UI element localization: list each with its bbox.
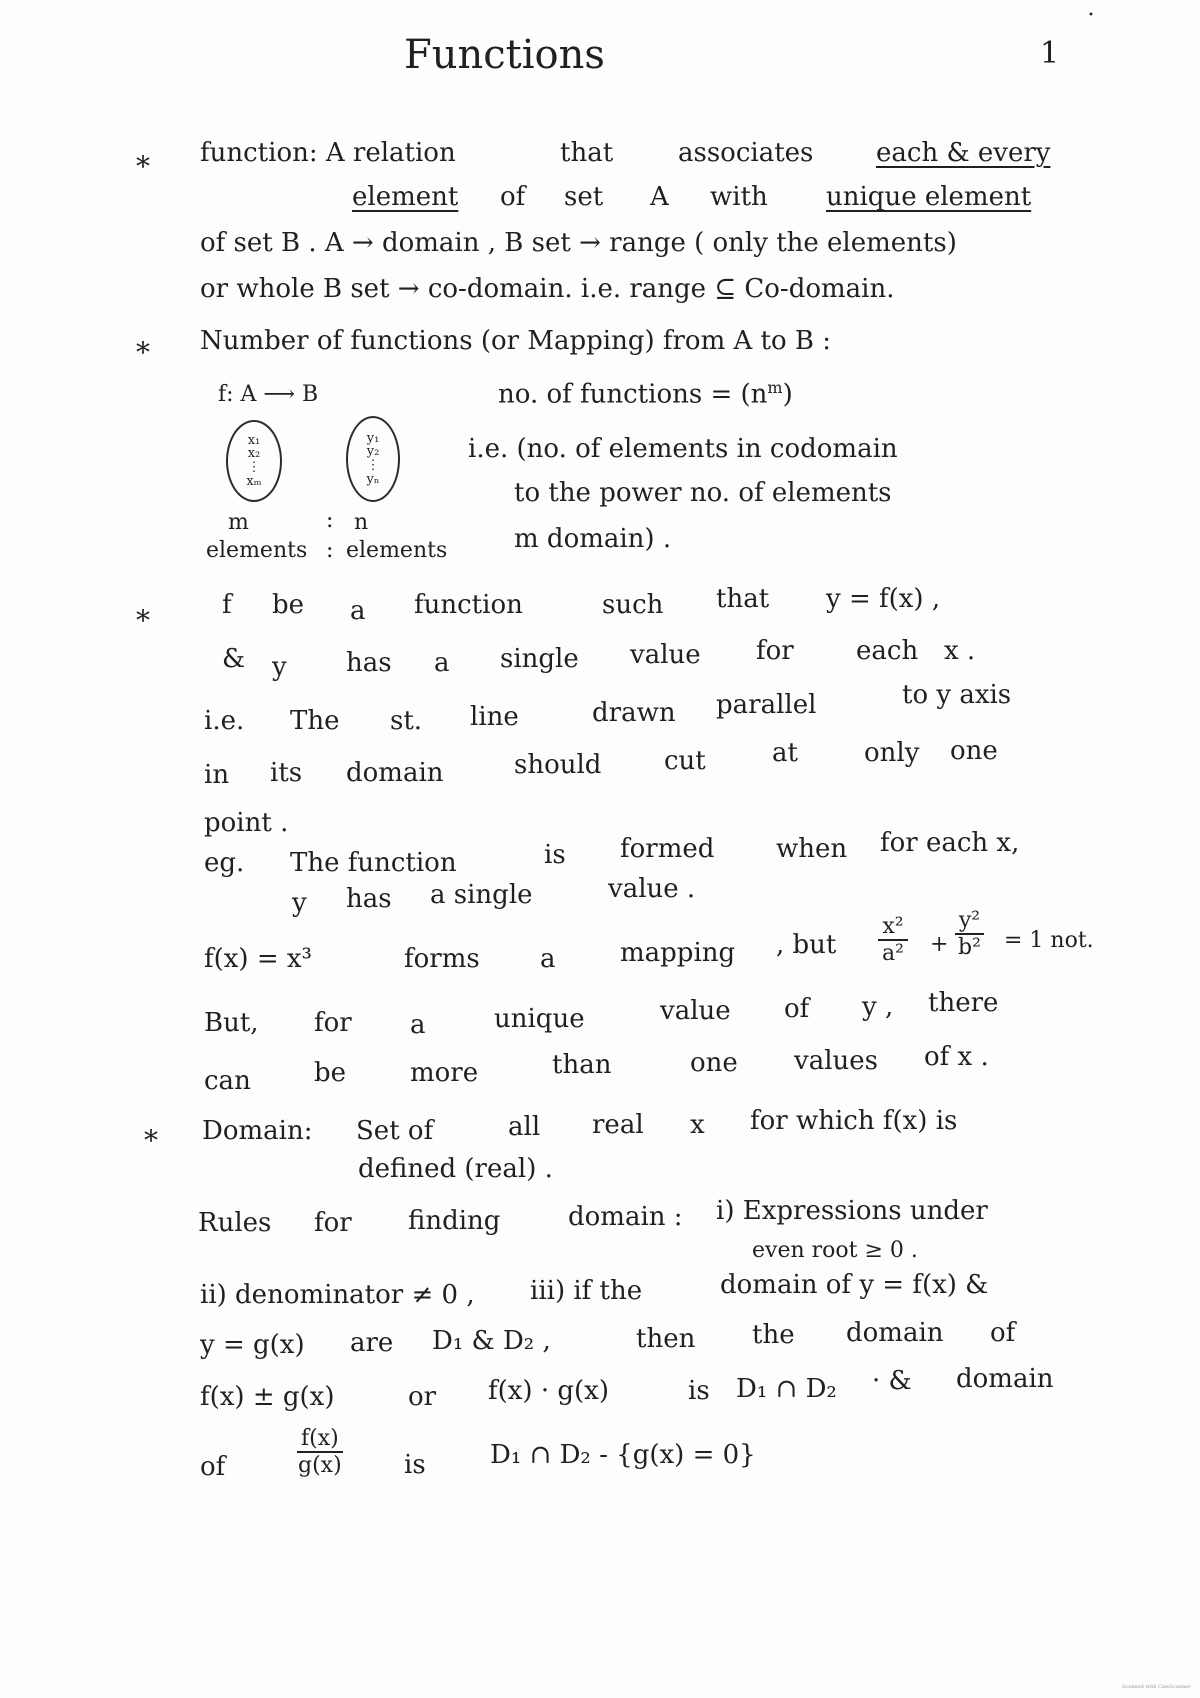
- word: is: [404, 1450, 426, 1480]
- word: then: [636, 1324, 696, 1354]
- underlined-phrase: unique element: [826, 182, 1032, 212]
- colon: :: [326, 508, 334, 533]
- word: is: [544, 840, 566, 870]
- phrase: Set of: [356, 1116, 434, 1146]
- word: y ,: [862, 992, 894, 1022]
- word: finding: [408, 1206, 501, 1236]
- expression: f(x) · g(x): [488, 1376, 609, 1406]
- word: domain: [846, 1318, 944, 1348]
- set-b-oval: y₁ y₂ ⋮ yₙ: [346, 416, 400, 502]
- word: formed: [620, 834, 715, 864]
- expression: D₁ ∩ D₂: [736, 1374, 837, 1404]
- word: domain: [346, 758, 444, 788]
- word: its: [270, 758, 303, 788]
- word: of: [784, 994, 810, 1024]
- word: can: [204, 1066, 251, 1096]
- word: are: [350, 1328, 394, 1358]
- word: value: [660, 996, 731, 1026]
- explanation-line: i.e. (no. of elements in codomain: [468, 434, 898, 464]
- word: st.: [390, 706, 423, 736]
- mapping-notation: f: A ⟶ B: [218, 382, 319, 407]
- word: a: [434, 648, 450, 678]
- word: drawn: [592, 698, 676, 728]
- word: or: [408, 1382, 437, 1412]
- word: for: [756, 636, 794, 666]
- word: i.e.: [204, 706, 245, 736]
- word: all: [508, 1112, 541, 1142]
- word: value: [630, 640, 701, 670]
- rule-one: i) Expressions under: [716, 1196, 988, 1226]
- word: The: [290, 706, 340, 736]
- underlined-phrase: each & every: [876, 138, 1051, 168]
- word: one: [690, 1048, 738, 1078]
- phrase: for each x,: [880, 828, 1020, 858]
- word: such: [602, 590, 664, 620]
- label-m: m: [228, 510, 249, 535]
- word: more: [410, 1058, 479, 1088]
- equation-tail: = 1 not.: [1004, 928, 1094, 953]
- word: with: [710, 182, 768, 212]
- label-n: n: [354, 510, 369, 535]
- word: A: [650, 182, 669, 212]
- equation: y = g(x): [200, 1330, 305, 1360]
- word: a: [350, 596, 366, 626]
- bullet-star: *: [136, 604, 150, 637]
- phrase: of x .: [924, 1042, 989, 1072]
- word: f: [222, 590, 232, 620]
- word: has: [346, 648, 392, 678]
- phrase: for which f(x) is: [750, 1106, 958, 1136]
- word: be: [314, 1058, 347, 1088]
- phrase: a single: [430, 880, 533, 910]
- word: single: [500, 644, 579, 674]
- label-elements-right: elements: [346, 538, 448, 563]
- word: a: [410, 1010, 426, 1040]
- word: a: [540, 944, 556, 974]
- fraction-x-over-a: $\frac{\text{x²}}{\text{a²}}$: [878, 914, 908, 966]
- word: the: [752, 1320, 795, 1350]
- label-elements-left: elements: [206, 538, 308, 563]
- equation: f(x) = x³: [204, 944, 312, 974]
- explanation-line: m domain) .: [514, 524, 672, 554]
- word: y: [272, 652, 287, 682]
- function-definition-lead: function: A relation: [200, 138, 456, 168]
- dot-mark: •: [1088, 10, 1094, 21]
- word: y: [292, 888, 307, 918]
- word: parallel: [716, 690, 817, 720]
- word: of: [200, 1452, 226, 1482]
- word: domain: [956, 1364, 1054, 1394]
- text-line: defined (real) .: [358, 1154, 553, 1184]
- word: set: [564, 182, 604, 212]
- fraction-f-over-g: $\frac{f(x)}{g(x)}$: [298, 1426, 342, 1478]
- rule-one-cont: even root ≥ 0 .: [752, 1238, 918, 1263]
- page-title: Functions: [404, 32, 605, 78]
- bullet-star: *: [144, 1124, 158, 1157]
- word: x: [690, 1110, 705, 1140]
- word: function: [414, 590, 523, 620]
- word: x .: [944, 636, 976, 666]
- page-number: 1: [1040, 36, 1060, 71]
- word: only: [864, 738, 920, 768]
- word: of: [500, 182, 526, 212]
- word: domain :: [568, 1202, 683, 1232]
- phrase: D₁ & D₂ ,: [432, 1326, 551, 1356]
- word: that: [560, 138, 614, 168]
- rule-three: iii) if the: [530, 1276, 643, 1306]
- text-line: or whole B set → co-domain. i.e. range ⊆ Co-domain.: [200, 274, 895, 304]
- word: But,: [204, 1008, 259, 1038]
- word: values: [794, 1046, 878, 1076]
- phrase: domain of y = f(x) &: [720, 1270, 989, 1300]
- word: has: [346, 884, 392, 914]
- word: · &: [872, 1366, 912, 1396]
- word: unique: [494, 1004, 585, 1034]
- word: for: [314, 1208, 352, 1238]
- word: associates: [678, 138, 814, 168]
- word: when: [776, 834, 848, 864]
- word: &: [222, 644, 246, 674]
- rule-two: ii) denominator ≠ 0 ,: [200, 1280, 475, 1310]
- function-count-formula: no. of functions = $(n^m)$: [498, 378, 793, 410]
- word: in: [204, 760, 230, 790]
- underlined-word: element: [352, 182, 459, 212]
- set-a-oval: x₁ x₂ ⋮ xₘ: [226, 420, 282, 502]
- word: there: [928, 988, 999, 1018]
- expression: D₁ ∩ D₂ - {g(x) = 0}: [490, 1440, 756, 1470]
- explanation-line: to the power no. of elements: [514, 478, 892, 508]
- word: at: [772, 738, 798, 768]
- word: mapping: [620, 938, 736, 968]
- word: of: [990, 1318, 1016, 1348]
- rules-label: Rules: [198, 1208, 272, 1238]
- word: than: [552, 1050, 612, 1080]
- bullet-star: *: [136, 150, 150, 183]
- word: forms: [404, 944, 480, 974]
- section-heading: Number of functions (or Mapping) from A to B :: [200, 326, 832, 356]
- colon: :: [326, 538, 334, 563]
- example-label: eg.: [204, 848, 245, 878]
- word: real: [592, 1110, 644, 1140]
- equation: y = f(x) ,: [826, 584, 941, 614]
- word: is: [688, 1376, 710, 1406]
- word: cut: [664, 746, 706, 776]
- text-line: of set B . A → domain , B set → range ( only the elements): [200, 228, 957, 258]
- word: line: [470, 702, 519, 732]
- fraction-y-over-b: $\frac{\text{y²}}{\text{b²}}$: [954, 908, 985, 960]
- word: be: [272, 590, 305, 620]
- word: should: [514, 750, 602, 780]
- word: for: [314, 1008, 352, 1038]
- phrase: The function: [290, 848, 457, 878]
- domain-heading: Domain:: [202, 1116, 313, 1146]
- word: each: [856, 636, 919, 666]
- word: that: [716, 584, 770, 614]
- word: , but: [776, 930, 837, 960]
- scanner-watermark: Scanned with CamScanner: [1122, 1684, 1191, 1690]
- word: value .: [608, 874, 696, 904]
- word: to y axis: [902, 680, 1012, 710]
- word: point .: [204, 808, 289, 838]
- expression: f(x) ± g(x): [200, 1382, 335, 1412]
- plus-sign: +: [930, 932, 949, 957]
- word: one: [950, 736, 998, 766]
- bullet-star: *: [136, 336, 150, 369]
